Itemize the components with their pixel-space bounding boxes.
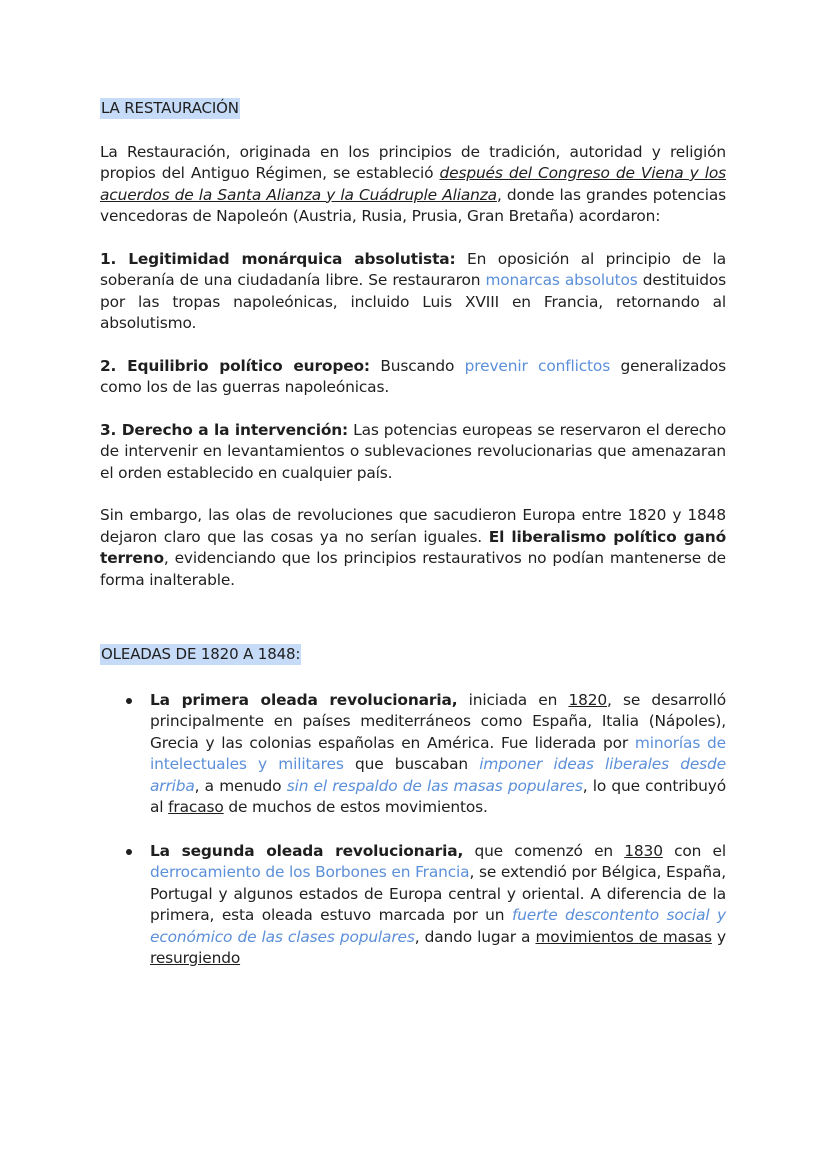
item-text: , se extendió por Bélgica, España, Portugal y algunos estados de Europa central y oriental. A diferencia de la primera, esta oleada estuvo marcada por un xyxy=(150,863,726,924)
item-text: iniciada en xyxy=(457,690,569,709)
item-title: La primera oleada revolucionaria, xyxy=(150,690,458,709)
closing-paragraph xyxy=(100,505,726,591)
intro-text-end: , donde las grandes potencias vencedoras de Napoleón (Austria, Rusia, Prusia, Gran Bretaña) acordaron: xyxy=(100,185,727,225)
section-heading-restauracion: LA RESTAURACIÓN xyxy=(101,99,239,117)
point-3-paragraph xyxy=(100,420,726,485)
point-1-text: En oposición al principio de la soberanía de una ciudadanía libre. Se restauraron xyxy=(100,249,726,289)
point-1-paragraph xyxy=(100,249,726,335)
point-3-text: Las potencias europeas se reservaron el derecho de intervenir en levantamientos o sublevaciones revolucionarias que amenazaran el orden establecido en cualquier país. xyxy=(100,420,726,482)
item-underline: 1820 xyxy=(568,690,608,709)
item-text: con el xyxy=(662,841,727,860)
closing-text-end: , evidenciando que los principios restaurativos no podían mantenerse de forma inalterable. xyxy=(100,549,726,589)
point-2-highlight: prevenir conflictos xyxy=(464,356,611,375)
item-highlight-italic: imponer ideas liberales desde arriba xyxy=(150,755,726,795)
point-3-title: 3. Derecho a la intervención: xyxy=(100,420,349,439)
bullet-icon xyxy=(126,849,132,855)
item-text: y xyxy=(711,927,727,946)
item-highlight: derrocamiento de los Borbones en Francia xyxy=(150,863,470,881)
bullet-icon xyxy=(126,698,132,704)
item-text: que comenzó en xyxy=(463,841,625,860)
document-body xyxy=(100,96,726,970)
point-1-highlight: monarcas absolutos xyxy=(485,271,638,289)
intro-emphasis: después del Congreso de Viena y los acuerdos de la Santa Alianza y la Cuádruple Alianza xyxy=(100,164,726,204)
list-item-primera-oleada xyxy=(150,690,726,819)
item-highlight: minorías de intelectuales y militares xyxy=(150,733,726,773)
point-2-title: 2. Equilibrio político europeo: xyxy=(100,356,370,375)
item-text: , se desarrolló principalmente en países mediterráneos como España, Italia (Nápoles), Grecia y las colonias españolas en América. Fue liderada por xyxy=(150,690,726,752)
item-underline: movimientos de masas xyxy=(535,927,712,946)
oleadas-list xyxy=(100,690,726,970)
closing-text: Sin embargo, las olas de revoluciones que sacudieron Europa entre 1820 y 1848 dejaron claro que las cosas ya no serían iguales. xyxy=(100,506,726,546)
item-text: de muchos de estos movimientos. xyxy=(223,798,488,816)
item-title: La segunda oleada revolucionaria, xyxy=(150,841,464,860)
item-highlight-italic: sin el respaldo de las masas populares xyxy=(286,776,583,795)
item-underline: resurgiendo xyxy=(150,949,241,967)
list-item-segunda-oleada xyxy=(150,841,726,970)
item-text: , lo que contribuyó al xyxy=(150,776,726,816)
point-1-title: 1. Legitimidad monárquica absolutista: xyxy=(100,249,456,268)
item-highlight-italic: fuerte descontento social y económico de las clases populares xyxy=(150,906,727,946)
closing-bold: El liberalismo político ganó terreno xyxy=(100,527,727,567)
point-2-text-end: generalizados como los de las guerras napoleónicas. xyxy=(100,356,726,396)
intro-text: La Restauración, originada en los principios de tradición, autoridad y religión propios del Antiguo Régimen, se estableció xyxy=(100,142,726,182)
section-heading-oleadas: OLEADAS DE 1820 A 1848: xyxy=(101,645,301,663)
item-underline: 1830 xyxy=(624,841,663,860)
item-text: , dando lugar a xyxy=(414,927,536,946)
point-1-text-end: destituidos por las tropas napoleónicas, incluido Luis XVIII en Francia, retornando al absolutismo. xyxy=(100,271,726,332)
point-2-text: Buscando xyxy=(369,356,465,375)
item-underline: fracaso xyxy=(168,798,224,816)
item-text: que buscaban xyxy=(343,755,480,773)
intro-paragraph xyxy=(100,142,726,228)
point-2-paragraph xyxy=(100,356,726,399)
item-text: , a menudo xyxy=(194,776,287,795)
